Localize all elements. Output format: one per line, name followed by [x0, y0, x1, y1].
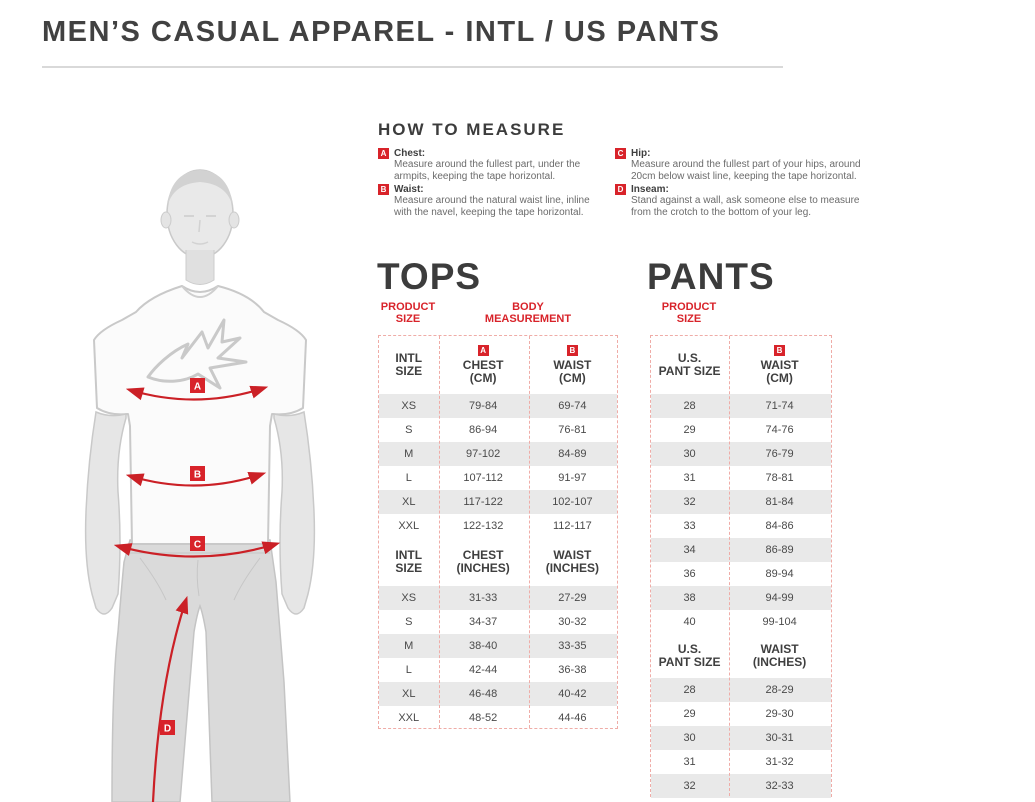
table-row [379, 610, 617, 634]
cell: 69-74 [558, 400, 587, 412]
pants-product-size-header: PRODUCT SIZE [661, 301, 717, 325]
measure-item-inseam [615, 184, 1035, 218]
cell: 40-42 [558, 688, 587, 700]
cell: 38 [683, 592, 696, 604]
title-divider [42, 66, 783, 68]
table-row [379, 586, 617, 610]
cell: L [405, 472, 412, 484]
cell: XS [401, 400, 417, 412]
measure-badge-b: B [378, 184, 389, 195]
cell: S [405, 424, 413, 436]
cell: 78-81 [765, 472, 794, 484]
tops-product-size-header: PRODUCT SIZE [380, 301, 436, 325]
figure-head [161, 170, 239, 285]
figure-label-d: D [163, 723, 172, 735]
measure-item-chest [378, 148, 613, 182]
column-divider [439, 336, 440, 728]
measure-desc: Stand against a wall, ask someone else to measure [631, 195, 860, 206]
cell: 33-35 [558, 640, 587, 652]
cell: 74-76 [765, 424, 794, 436]
cell: 34 [683, 544, 696, 556]
header-cell: B WAIST (CM) [760, 346, 799, 385]
cell: 27-29 [558, 592, 587, 604]
pants-size-table [650, 335, 832, 797]
cell: 112-117 [553, 520, 592, 532]
table-row [379, 466, 617, 490]
table-row [651, 442, 831, 466]
table-row [651, 750, 831, 774]
cell: 33 [683, 520, 696, 532]
table-row [379, 490, 617, 514]
cell: 44-46 [558, 712, 587, 724]
cell: 76-79 [765, 448, 794, 460]
cell: 40 [683, 616, 696, 628]
measure-label: Hip: [631, 148, 651, 159]
table-row [651, 514, 831, 538]
pants-cm-header-row [651, 336, 831, 394]
table-row [379, 514, 617, 538]
measure-desc: Measure around the natural waist line, inline [394, 195, 590, 206]
figure-label-a: A [193, 381, 202, 393]
measure-desc: 20cm below waist line, keeping the tape horizontal. [631, 170, 857, 182]
cell: 31-33 [469, 592, 498, 604]
column-badge-b: B [774, 345, 785, 356]
cell: 31-32 [765, 756, 794, 768]
cell: 46-48 [469, 688, 498, 700]
cell: 31 [683, 472, 696, 484]
figure-illustration [60, 162, 372, 802]
cell: 91-97 [558, 472, 587, 484]
cell: 32-33 [765, 780, 794, 792]
cell: 34-37 [469, 616, 498, 628]
cell: 36 [683, 568, 696, 580]
table-row [651, 418, 831, 442]
cell: XXL [398, 520, 420, 532]
table-row [651, 678, 831, 702]
pants-inches-header-row [651, 634, 831, 678]
measure-item-hip [615, 148, 1035, 182]
cell: 97-102 [465, 448, 501, 460]
table-row [379, 658, 617, 682]
cell: 94-99 [765, 592, 794, 604]
tops-heading: TOPS [377, 256, 482, 297]
column-divider [729, 336, 730, 796]
table-row [379, 442, 617, 466]
how-to-measure-heading: HOW TO MEASURE [378, 120, 566, 139]
header-cell: WAIST (INCHES) [545, 548, 600, 575]
cell: 86-94 [469, 424, 498, 436]
table-row [379, 706, 617, 730]
cell: 29 [683, 424, 696, 436]
cell: 71-74 [765, 400, 794, 412]
measure-label: Inseam: [631, 184, 669, 195]
header-cell: WAIST (INCHES) [752, 642, 807, 669]
cell: 28 [683, 684, 696, 696]
cell: 30-32 [558, 616, 587, 628]
cell: 38-40 [469, 640, 498, 652]
cell: 99-104 [762, 616, 797, 628]
cell: 89-94 [765, 568, 794, 580]
header-cell: INTL SIZE [395, 548, 423, 575]
table-row [651, 466, 831, 490]
figure-label-b: B [193, 469, 202, 481]
cell: 30-31 [765, 732, 794, 744]
table-row [379, 682, 617, 706]
measure-item-waist [378, 184, 613, 218]
table-row [651, 538, 831, 562]
table-row [651, 586, 831, 610]
table-row [651, 702, 831, 726]
column-divider [529, 336, 530, 728]
measure-badge-a: A [378, 148, 389, 159]
cell: 29-30 [765, 708, 794, 720]
cell: 79-84 [469, 400, 498, 412]
table-row [379, 418, 617, 442]
cell: L [405, 664, 412, 676]
pants-heading: PANTS [647, 256, 775, 297]
measure-desc: Measure around the fullest part of your hips, around [631, 159, 861, 170]
header-cell: A CHEST (CM) [462, 346, 504, 385]
table-row [651, 490, 831, 514]
cell: 32 [683, 780, 696, 792]
header-cell: B WAIST (CM) [553, 346, 592, 385]
cell: M [404, 640, 414, 652]
header-cell: U.S. PANT SIZE [658, 642, 721, 669]
cell: 28-29 [765, 684, 794, 696]
tops-body-measurement-header: BODY MEASUREMENT [484, 301, 572, 325]
cell: XS [401, 592, 417, 604]
tops-cm-header-row [379, 336, 617, 394]
cell: 86-89 [765, 544, 794, 556]
cell: M [404, 448, 414, 460]
column-badge-a: A [478, 345, 489, 356]
cell: 28 [683, 400, 696, 412]
tops-size-table [378, 335, 618, 729]
table-row [651, 774, 831, 798]
header-cell: CHEST (INCHES) [456, 548, 510, 575]
cell: 84-86 [765, 520, 794, 532]
measure-badge-d: D [615, 184, 626, 195]
column-badge-b: B [567, 345, 578, 356]
cell: 48-52 [469, 712, 498, 724]
header-cell: U.S. PANT SIZE [658, 351, 721, 378]
measure-label: Waist: [394, 184, 424, 195]
cell: 117-122 [463, 496, 503, 508]
cell: 31 [683, 756, 696, 768]
cell: 84-89 [558, 448, 587, 460]
table-row [651, 562, 831, 586]
cell: 81-84 [765, 496, 794, 508]
cell: 107-112 [463, 472, 503, 484]
measure-desc: from the crotch to the bottom of your leg. [631, 206, 812, 218]
cell: 76-81 [558, 424, 587, 436]
cell: XXL [398, 712, 420, 724]
table-row [651, 726, 831, 750]
cell: 30 [683, 732, 696, 744]
measure-label: Chest: [394, 148, 426, 159]
measure-badge-c: C [615, 148, 626, 159]
cell: 32 [683, 496, 696, 508]
page-title: MEN’S CASUAL APPAREL - INTL / US PANTS [42, 16, 721, 48]
measure-desc: Measure around the fullest part, under the [394, 159, 581, 170]
measure-desc: with the navel, keeping the tape horizontal. [394, 206, 584, 218]
table-row [651, 610, 831, 634]
measure-column-left [378, 146, 613, 218]
cell: 102-107 [552, 496, 593, 508]
cell: XL [402, 496, 416, 508]
measure-desc: armpits, keeping the tape horizontal. [394, 170, 556, 182]
cell: XL [402, 688, 416, 700]
table-row [651, 394, 831, 418]
figure-label-c: C [193, 539, 202, 551]
tops-inches-header-row [379, 538, 617, 586]
cell: S [405, 616, 413, 628]
header-cell: INTL SIZE [395, 351, 423, 378]
cell: 36-38 [558, 664, 587, 676]
cell: 42-44 [469, 664, 498, 676]
cell: 29 [683, 708, 696, 720]
table-row [379, 634, 617, 658]
cell: 122-132 [462, 520, 504, 532]
figure-pants [112, 540, 290, 802]
table-row [379, 394, 617, 418]
cell: 30 [683, 448, 696, 460]
measure-column-right [615, 146, 1035, 218]
